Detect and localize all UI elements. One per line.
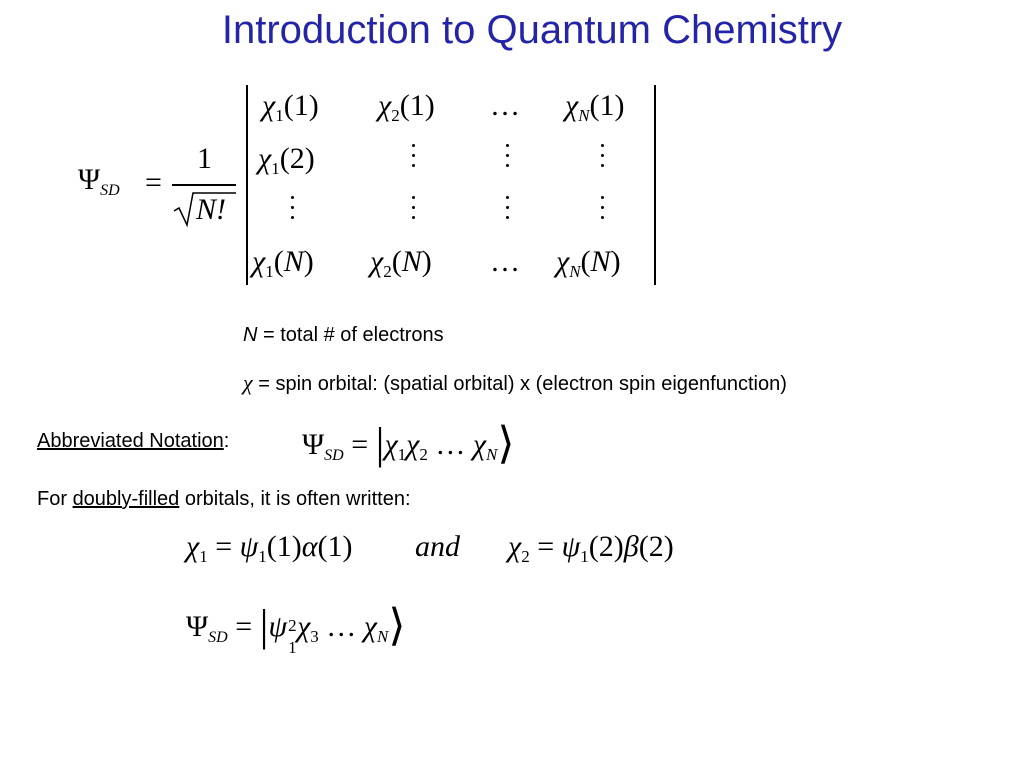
abbreviated-formula: $\Psi_{SD} = |\chi_1\chi_2$ … $\chi_N⟩$ (302, 419, 515, 468)
vertical-dots (600, 196, 606, 220)
chi-symbol: χ (243, 370, 253, 395)
chi2-equation: $\chi_2 = \psi_1(2)\beta(2)$ (508, 530, 674, 566)
and-word: and (415, 530, 460, 563)
fraction-bar (172, 184, 236, 186)
matrix-cell: $\chi_N(N)$ (556, 245, 621, 281)
fraction-denominator: N! (196, 193, 226, 226)
matrix-cell: $\chi_1(2)$ (258, 142, 315, 178)
matrix-cell: … (490, 89, 520, 122)
matrix-cell: $\chi_1(1)$ (262, 89, 319, 125)
matrix-cell: $\chi_2(1)$ (378, 89, 435, 125)
doubly-filled-determinant: $\Psi_{SD} = |\psi$ 2 1 $\chi_3$ … $\chi_N⟩$ (186, 601, 406, 657)
determinant-left-bar (246, 85, 248, 285)
definition-n (243, 324, 444, 347)
vertical-dots (505, 144, 511, 168)
chi1-equation: $\chi_1 = \psi_1(1)\alpha(1)$ (186, 530, 353, 566)
matrix-cell: $\chi_2(N)$ (370, 245, 432, 281)
matrix-cell: $\chi_1(N)$ (252, 245, 314, 281)
slide-title: Introduction to Quantum Chemistry (221, 8, 843, 52)
n-definition-text: = total # of electrons (257, 324, 444, 346)
vertical-dots (290, 196, 296, 220)
fraction-numerator: 1 (197, 142, 212, 175)
vertical-dots (411, 144, 417, 168)
n-symbol: N (243, 324, 258, 346)
equals-sign: = (145, 166, 162, 199)
abbreviated-notation-label: Abbreviated Notation: (37, 430, 230, 452)
vertical-dots (505, 196, 511, 220)
psi-sd-lhs: $\Psi_{SD}$ (78, 163, 120, 199)
chi-definition-text: = spin orbital: (spatial orbital) x (electron spin eigenfunction) (252, 373, 787, 395)
matrix-cell: $\chi_N(1)$ (565, 89, 625, 125)
determinant-right-bar (654, 85, 656, 285)
definition-chi (243, 370, 787, 396)
vertical-dots (411, 196, 417, 220)
matrix-cell: … (490, 245, 520, 278)
vertical-dots (600, 144, 606, 168)
doubly-filled-sentence: For doubly-filled orbitals, it is often written: (37, 488, 411, 510)
